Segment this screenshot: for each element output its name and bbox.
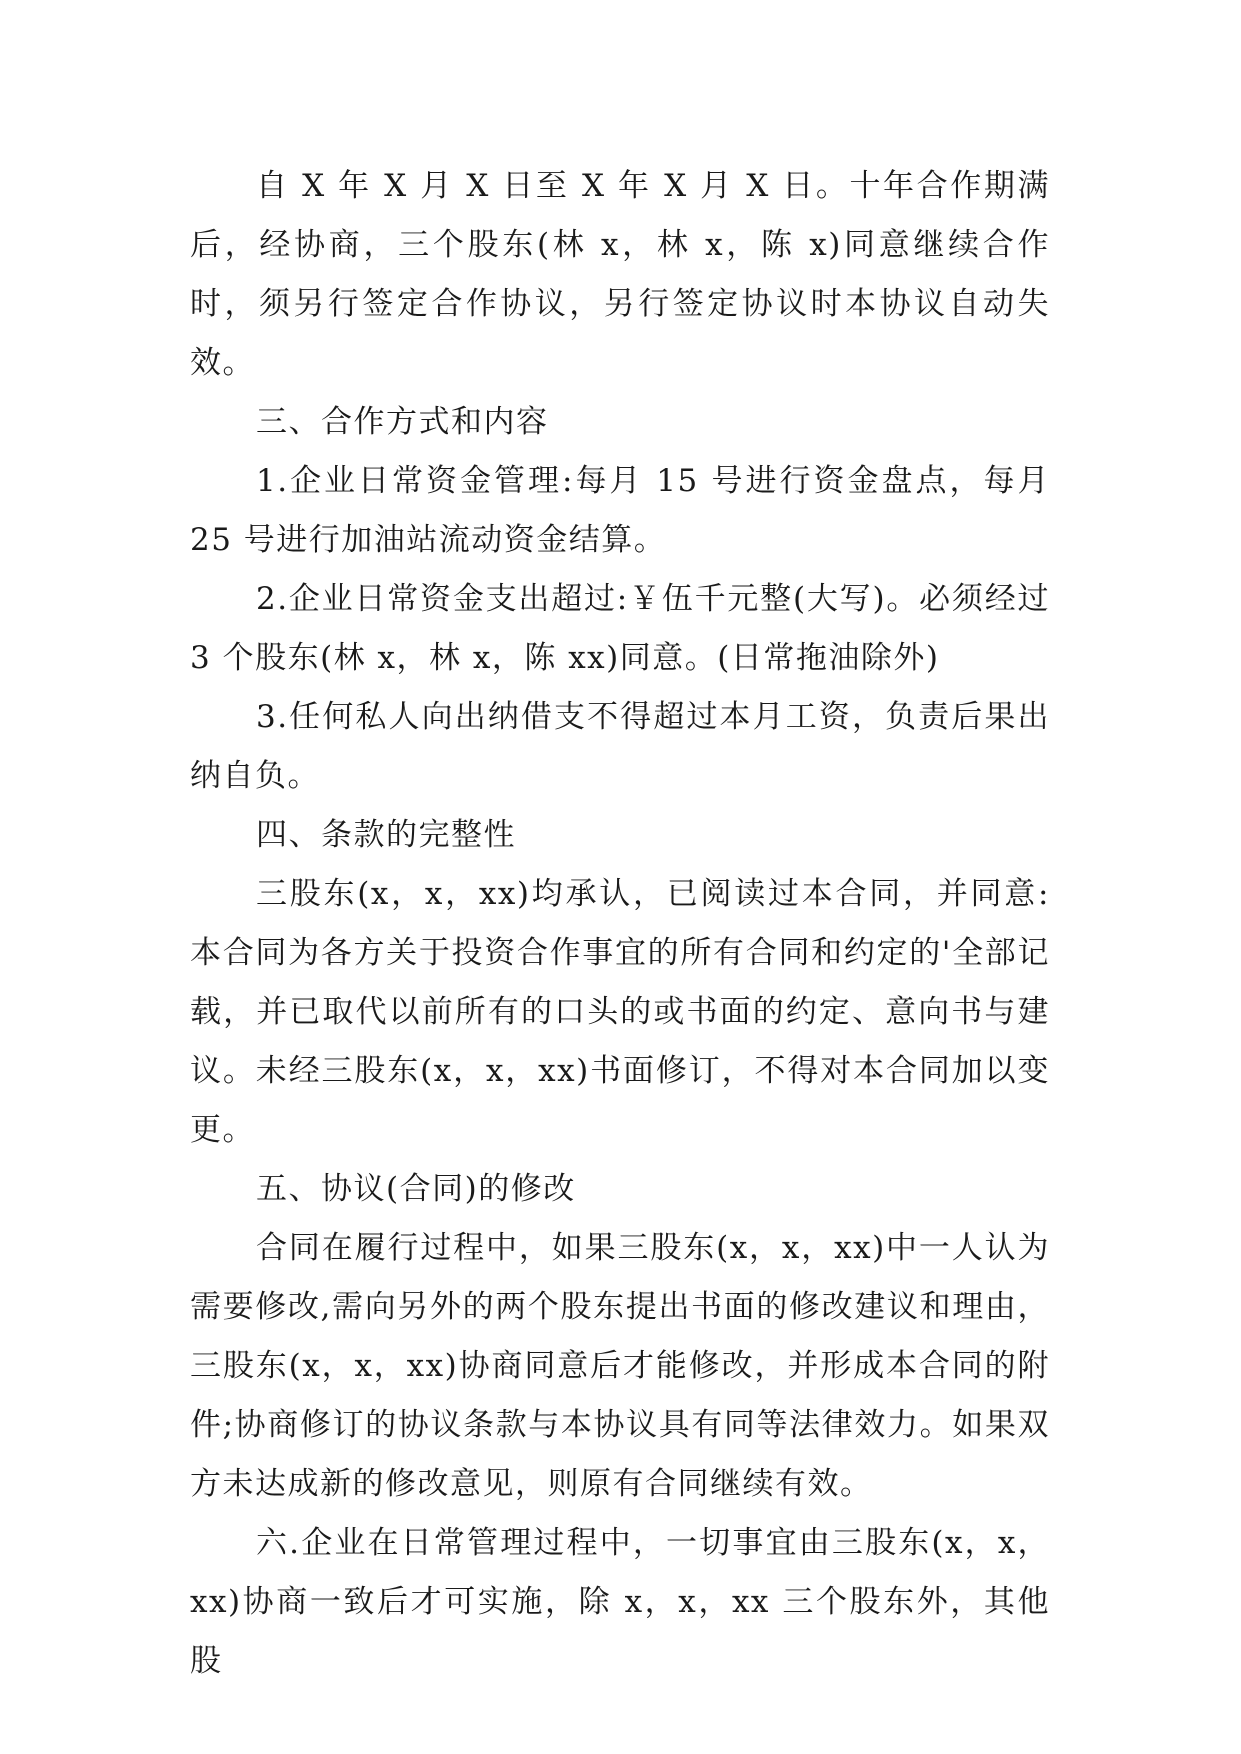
clause-amendment: 合同在履行过程中，如果三股东(x，x，xx)中一人认为需要修改,需向另外的两个股东提出书面的修改建议和理由，三股东(x，x，xx)协商同意后才能修改，并形成本合同的附件;协商修订的协议条款与本协议具有同等法律效力。如果双方未达成新的修改意见，则原有合同继续有效。 — [190, 1230, 1050, 1502]
clause-fund-management: 1.企业日常资金管理:每月 15 号进行资金盘点，每月 25 号进行加油站流动资金结算。 — [190, 463, 1050, 558]
clause-integrity: 三股东(x，x，xx)均承认，已阅读过本合同，并同意:本合同为各方关于投资合作事宜的所有合同和约定的'全部记载，并已取代以前所有的口头的或书面的约定、意向书与建议。未经三股东(x，x，xx)书面修订，不得对本合同加以变更。 — [190, 876, 1050, 1148]
clause-daily-management: 六.企业在日常管理过程中，一切事宜由三股东(x，x，xx)协商一致后才可实施，除 x，x，xx 三个股东外，其他股 — [190, 1525, 1050, 1679]
paragraph-term-period: 自 X 年 X 月 X 日至 X 年 X 月 X 日。十年合作期满后，经协商，三个股东(林 x，林 x，陈 x)同意继续合作时，须另行签定合作协议，另行签定协议时本协议自动失效。 — [190, 168, 1050, 381]
section-heading-integrity: 四、条款的完整性 — [256, 817, 516, 853]
document-body — [190, 157, 1050, 1691]
clause-cashier-advance: 3.任何私人向出纳借支不得超过本月工资，负责后果出纳自负。 — [190, 699, 1050, 794]
clause-expense-limit: 2.企业日常资金支出超过:￥伍千元整(大写)。必须经过 3 个股东(林 x，林 x，陈 xx)同意。(日常拖油除外) — [190, 581, 1050, 676]
section-heading-amendment: 五、协议(合同)的修改 — [256, 1171, 576, 1207]
section-heading-cooperation: 三、合作方式和内容 — [256, 404, 549, 440]
